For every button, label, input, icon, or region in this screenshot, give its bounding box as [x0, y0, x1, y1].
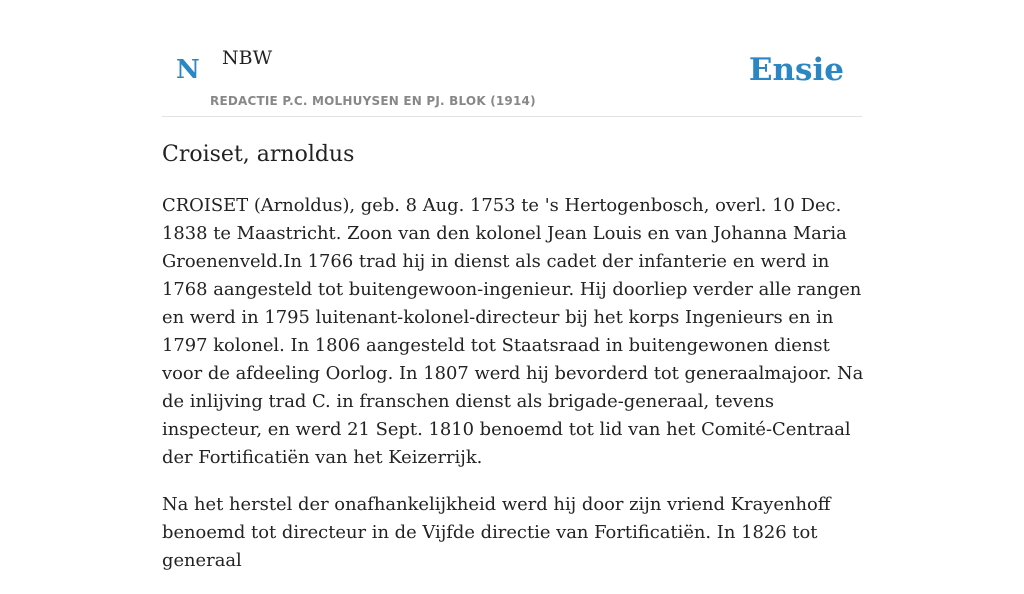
article-paragraph: Na het herstel der onafhankelijkheid werd hij door zijn vriend Krayenhoff benoemd tot directeur in de Vijfde directie van Fortificatiën. In 1826 tot generaal — [162, 494, 831, 571]
nbw-logo-icon[interactable]: N — [176, 55, 200, 85]
header — [162, 0, 862, 117]
article-title: Croiset, arnoldus — [162, 142, 355, 167]
article-paragraph: CROISET (Arnoldus), geb. 8 Aug. 1753 te 's Hertogenbosch, overl. 10 Dec. 1838 te Maastricht. Zoon van den kolonel Jean Louis en van Johanna Maria Groenenveld.In 1766 trad hij in dienst als cadet der infanterie en werd in 1768 aangesteld tot buitengewoon-ingenieur. Hij doorliep verder alle rangen en werd in 1795 luitenant-kolonel-directeur bij het korps Ingenieurs en in 1797 kolonel. In 1806 aangesteld tot Staatsraad in buitengewonen dienst voor de afdeeling Oorlog. In 1807 werd hij bevorderd tot generaalmajoor. Na de inlijving trad C. in franschen dienst als brigade-generaal, tevens inspecteur, en werd 21 Sept. 1810 benoemd tot lid van het Comité-Centraal der Fortificatiën van het Keizerrijk. — [162, 195, 864, 468]
article-body — [162, 192, 866, 594]
attribution: REDACTIE P.C. MOLHUYSEN EN PJ. BLOK (1914) — [210, 94, 536, 108]
ensie-logo[interactable]: Ensie — [748, 52, 844, 88]
source-name[interactable]: NBW — [222, 47, 273, 69]
